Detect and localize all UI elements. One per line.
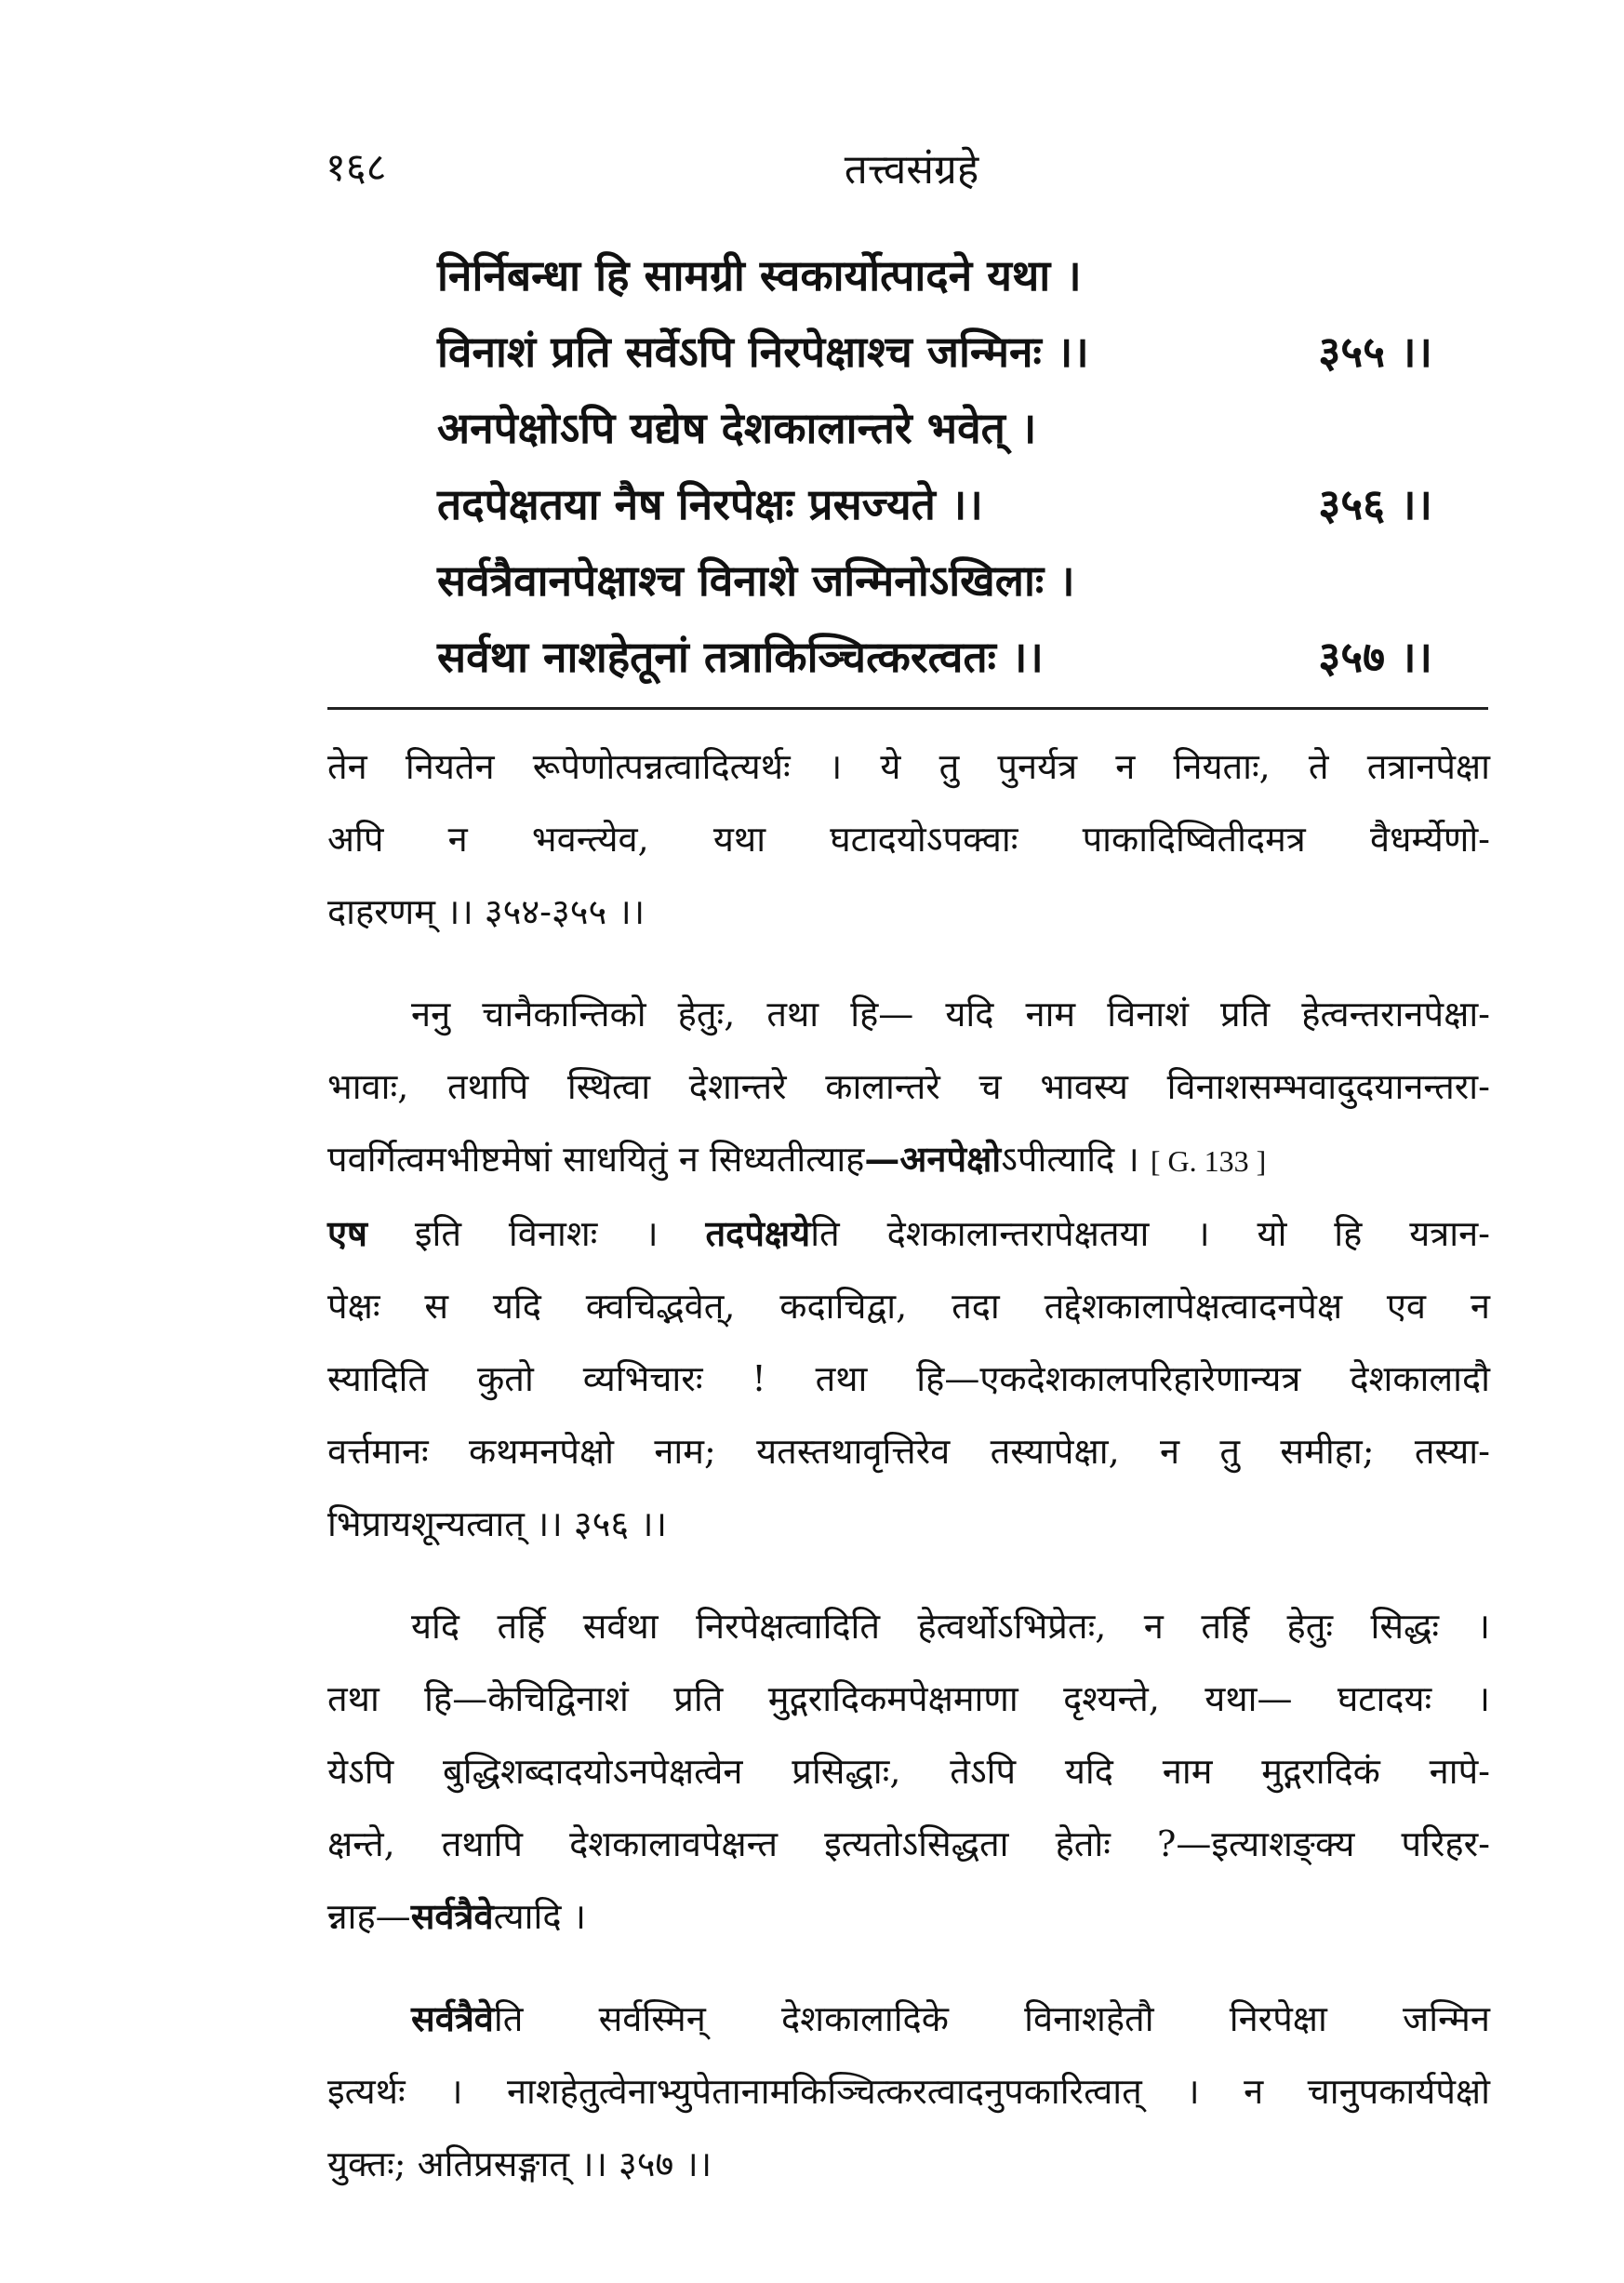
text-line <box>327 1983 1490 2055</box>
text-line <box>327 1880 1490 1953</box>
commentary-paragraph-4 <box>327 1983 1490 2200</box>
text-line: तेन नियतेन रूपेणोत्पन्नत्वादित्यर्थः । ये तु पुनर्यत्र न नियताः, ते तत्रानपेक्षा <box>327 746 1490 787</box>
verse-line <box>437 237 1432 314</box>
text-line: भिप्रायशून्यत्वात् ।। ३५६ ।। <box>327 1503 667 1544</box>
text-line: येऽपि बुद्धिशब्दादयोऽनपेक्षत्वेन प्रसिद्धाः, तेऽपि यदि नाम मुद्गरादिकं नापे- <box>327 1751 1490 1792</box>
commentary <box>327 730 1490 2200</box>
text-span: ऽपीत्यादि । <box>1001 1139 1151 1180</box>
text-line: ननु चानैकान्तिको हेतुः, तथा हि— यदि नाम विनाशं प्रति हेत्वन्तरानपेक्षा- <box>411 994 1490 1035</box>
verse-number: ३५७ ।। <box>1318 632 1432 682</box>
verse-text: विनाशं प्रति सर्वेऽपि निरपेक्षाश्च जन्मिनः ।। <box>437 327 1089 377</box>
verse-line <box>437 314 1432 390</box>
pratika-bold: सर्वत्रैवे <box>411 1997 494 2039</box>
running-title: तत्त्वसंग्रहे <box>844 146 979 194</box>
verse-number: ३५५ ।। <box>1318 327 1432 377</box>
text-line <box>327 1197 1490 1270</box>
text-line: युक्तः; अतिप्रसङ्गात् ।। ३५७ ।। <box>327 2143 712 2184</box>
pratika-bold: एष <box>327 1212 367 1254</box>
verse-text: निर्निबन्धा हि सामग्री स्वकार्योत्पादने यथा । <box>437 250 1082 300</box>
section-divider <box>327 707 1488 710</box>
text-line: यदि तर्हि सर्वथा निरपेक्षत्वादिति हेत्वर्थोऽभिप्रेतः, न तर्हि हेतुः सिद्धः । <box>411 1606 1490 1647</box>
text-span: न्नाह— <box>327 1896 411 1937</box>
text-line <box>327 1123 1490 1197</box>
verse-block <box>437 237 1432 695</box>
commentary-paragraph-2 <box>327 978 1490 1560</box>
text-span: ति देशकालान्तरापेक्षतया । यो हि यत्रान- <box>810 1213 1490 1254</box>
page-number: १६८ <box>326 144 387 190</box>
text-span: ति सर्वस्मिन् देशकालादिके विनाशहेतौ निरपेक्षा जन्मिन <box>493 1998 1490 2039</box>
text-span: इति विनाशः । <box>366 1213 706 1254</box>
text-line: पेक्षः स यदि क्वचिद्भवेत्, कदाचिद्वा, तदा तद्देशकालापेक्षत्वादनपेक्ष एव न <box>327 1286 1490 1327</box>
verse-text: सर्वत्रैवानपेक्षाश्च विनाशे जन्मिनोऽखिलाः । <box>437 555 1075 606</box>
verse-number: ३५६ ।। <box>1318 479 1432 529</box>
text-line: स्यादिति कुतो व्यभिचारः ! तथा हि—एकदेशकालपरिहारेणान्यत्र देशकालादौ <box>327 1358 1490 1399</box>
verse-text: अनपेक्षोऽपि यद्येष देशकालान्तरे भवेत् । <box>437 403 1037 453</box>
text-span: त्यादि । <box>493 1896 587 1937</box>
pratika-bold: तदपेक्षये <box>705 1212 811 1254</box>
pratika-bold: —अनपेक्षो <box>864 1138 1002 1180</box>
text-line: तथा हि—केचिद्विनाशं प्रति मुद्गरादिकमपेक्षमाणा दृश्यन्ते, यथा— घटादयः । <box>327 1678 1490 1719</box>
text-line: भावाः, तथापि स्थित्वा देशान्तरे कालान्तरे च भावस्य विनाशसम्भवादुदयानन्तरा- <box>327 1066 1490 1107</box>
verse-text: सर्वथा नाशहेतूनां तत्राकिञ्चित्करत्वतः ।। <box>437 632 1044 682</box>
gloss-reference: [ G. 133 ] <box>1150 1144 1267 1178</box>
commentary-paragraph-1 <box>327 730 1490 948</box>
verse-line <box>437 542 1432 619</box>
verse-line <box>437 390 1432 466</box>
text-span: पवर्गित्वमभीष्टमेषां साधयितुं न सिध्यतीत्याह <box>327 1139 865 1180</box>
verse-line <box>437 466 1432 542</box>
commentary-paragraph-3 <box>327 1590 1490 1953</box>
verse-text: तदपेक्षतया नैष निरपेक्षः प्रसज्यते ।। <box>437 479 983 529</box>
text-line: क्षन्ते, तथापि देशकालावपेक्षन्त इत्यतोऽसिद्धता हेतोः ?—इत्याशङ्क्य परिहर- <box>327 1823 1490 1864</box>
text-line: अपि न भवन्त्येव, यथा घटादयोऽपक्वाः पाकादिष्वितीदमत्र वैधर्म्येणो- <box>327 819 1490 860</box>
text-line: इत्यर्थः । नाशहेतुत्वेनाभ्युपेतानामकिञ्चित्करत्वादनुपकारित्वात् । न चानुपकार्यपेक्षो <box>327 2071 1490 2112</box>
text-line: वर्त्तमानः कथमनपेक्षो नाम; यतस्तथावृत्तिरेव तस्यापेक्षा, न तु समीहा; तस्या- <box>327 1431 1490 1472</box>
text-line: दाहरणम् ।। ३५४-३५५ ।। <box>327 891 646 932</box>
page-header <box>326 140 1498 205</box>
verse-line <box>437 619 1432 695</box>
pratika-bold: सर्वत्रैवे <box>410 1895 494 1937</box>
